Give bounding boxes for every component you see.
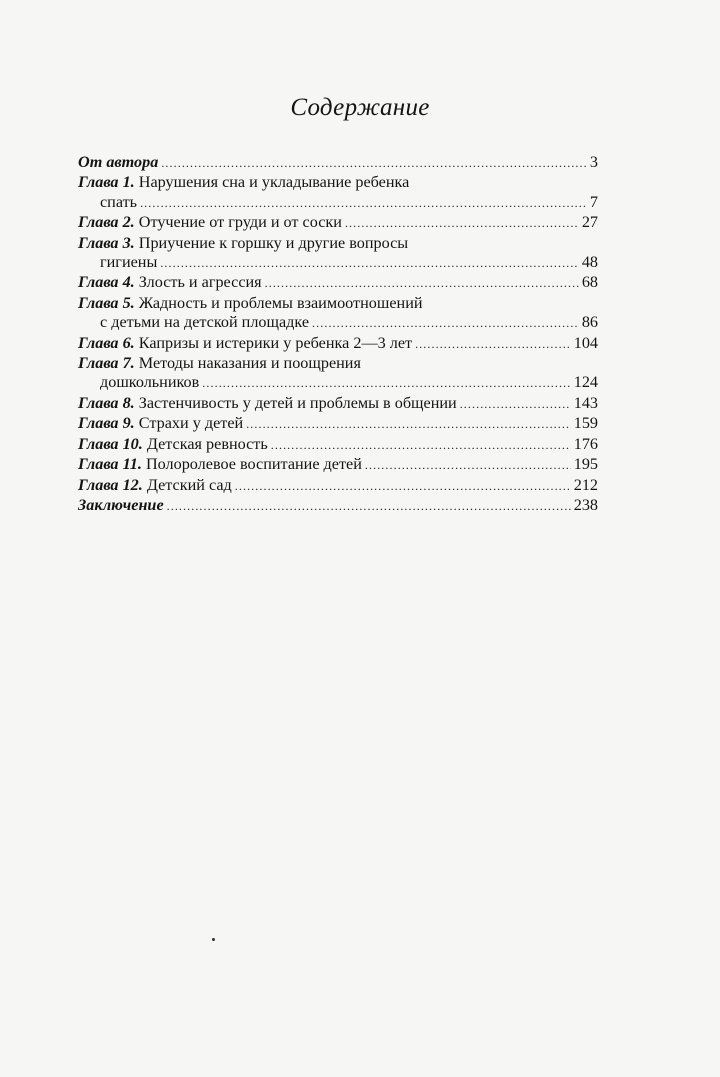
dot-leader xyxy=(415,334,571,354)
toc-entry xyxy=(78,354,598,394)
toc-entry xyxy=(78,294,598,334)
toc-line xyxy=(78,435,598,455)
toc-line xyxy=(78,234,598,253)
toc-entry-title: Застенчивость у детей и проблемы в общении xyxy=(138,393,457,412)
toc-line xyxy=(78,213,598,233)
toc-page-number: 212 xyxy=(573,475,598,494)
toc-entry xyxy=(78,435,598,455)
toc-page-number: 159 xyxy=(573,414,598,433)
toc-entry xyxy=(78,273,598,293)
toc-entry-lead: Глава 11. xyxy=(78,455,142,474)
page-title: Содержание xyxy=(290,94,430,121)
dot-leader xyxy=(202,373,570,393)
toc-entry-lead: Глава 5. xyxy=(78,293,135,312)
toc-page-number: 143 xyxy=(573,393,598,412)
toc-entry xyxy=(78,173,598,213)
toc-entry xyxy=(78,213,598,233)
toc-entry-lead: Заключение xyxy=(78,495,164,514)
toc-entry-lead: Глава 10. xyxy=(78,434,143,453)
toc-page-number: 176 xyxy=(573,434,598,453)
toc-line xyxy=(78,496,598,516)
dot-leader xyxy=(265,273,579,293)
toc-entry-title: Детская ревность xyxy=(146,434,268,453)
toc-entry xyxy=(78,476,598,496)
toc-entry-lead: Глава 9. xyxy=(78,414,135,433)
toc-line xyxy=(78,354,598,373)
toc-entry-lead: Глава 6. xyxy=(78,333,135,352)
dot-leader xyxy=(235,476,571,496)
toc-line xyxy=(78,476,598,496)
toc-entry-title: Отучение от груди и от соски xyxy=(138,213,342,232)
dot-leader xyxy=(160,253,578,273)
toc-line xyxy=(78,455,598,475)
toc-line xyxy=(78,253,598,273)
toc-entry-lead: Глава 12. xyxy=(78,475,143,494)
toc-entry-title: Методы наказания и поощрения xyxy=(138,354,361,373)
toc-entry xyxy=(78,496,598,516)
toc-line xyxy=(78,173,598,192)
toc-page-number: 3 xyxy=(589,153,598,171)
toc-entry xyxy=(78,334,598,354)
toc-entry-title: спать xyxy=(100,192,138,211)
dot-leader xyxy=(345,213,579,233)
toc-entry-title: дошкольников xyxy=(100,373,200,392)
toc-entry-lead: Глава 8. xyxy=(78,393,135,412)
dot-leader xyxy=(460,394,571,414)
dot-leader xyxy=(312,313,579,333)
toc-entry xyxy=(78,414,598,434)
dot-leader xyxy=(365,455,571,475)
toc-entry-lead: Глава 1. xyxy=(78,173,135,192)
toc-line xyxy=(78,373,598,393)
toc-entry-title: Капризы и истерики у ребенка 2—3 лет xyxy=(138,333,413,352)
dot-leader xyxy=(167,496,571,516)
toc-line xyxy=(78,273,598,293)
toc-entry-title: Жадность и проблемы взаимоотношений xyxy=(138,293,423,312)
toc-entry-lead: От автора xyxy=(78,153,159,171)
toc-line xyxy=(78,153,598,173)
toc-entry-title: Детский сад xyxy=(146,475,232,494)
toc-line xyxy=(78,394,598,414)
toc-line xyxy=(78,334,598,354)
toc-page-number: 7 xyxy=(589,192,598,211)
dot-leader xyxy=(161,153,587,173)
toc-entry-lead: Глава 4. xyxy=(78,273,135,292)
toc-entry-title: Страхи у детей xyxy=(138,414,244,433)
toc-entry xyxy=(78,153,598,173)
toc-entry-lead: Глава 2. xyxy=(78,213,135,232)
toc-page-number: 86 xyxy=(581,313,598,332)
toc-page-number: 48 xyxy=(581,253,598,272)
print-speck xyxy=(212,938,215,941)
toc-page-number: 27 xyxy=(581,213,598,232)
toc-entry-title: Нарушения сна и укладывание ребенка xyxy=(138,173,410,192)
toc-entry-title: Приучение к горшку и другие вопросы xyxy=(138,233,409,252)
toc-page-number: 238 xyxy=(573,495,598,514)
dot-leader xyxy=(271,435,571,455)
toc-entry-lead: Глава 3. xyxy=(78,233,135,252)
toc-line xyxy=(78,313,598,333)
toc-entry xyxy=(78,394,598,414)
toc-line xyxy=(78,193,598,213)
toc-entry-title: гигиены xyxy=(100,253,158,272)
dot-leader xyxy=(140,193,587,213)
dot-leader xyxy=(246,414,571,434)
table-of-contents xyxy=(78,153,598,516)
toc-page-number: 104 xyxy=(573,333,598,352)
toc-entry xyxy=(78,234,598,274)
toc-page-number: 124 xyxy=(573,373,598,392)
toc-entry-title: Злость и агрессия xyxy=(138,273,262,292)
toc-entry-title: Полоролевое воспитание детей xyxy=(145,455,362,474)
toc-entry xyxy=(78,455,598,475)
toc-page-number: 195 xyxy=(573,455,598,474)
toc-entry-lead: Глава 7. xyxy=(78,354,135,373)
toc-line xyxy=(78,414,598,434)
toc-line xyxy=(78,294,598,313)
toc-entry-title: с детьми на детской площадке xyxy=(100,313,310,332)
toc-page-number: 68 xyxy=(581,273,598,292)
